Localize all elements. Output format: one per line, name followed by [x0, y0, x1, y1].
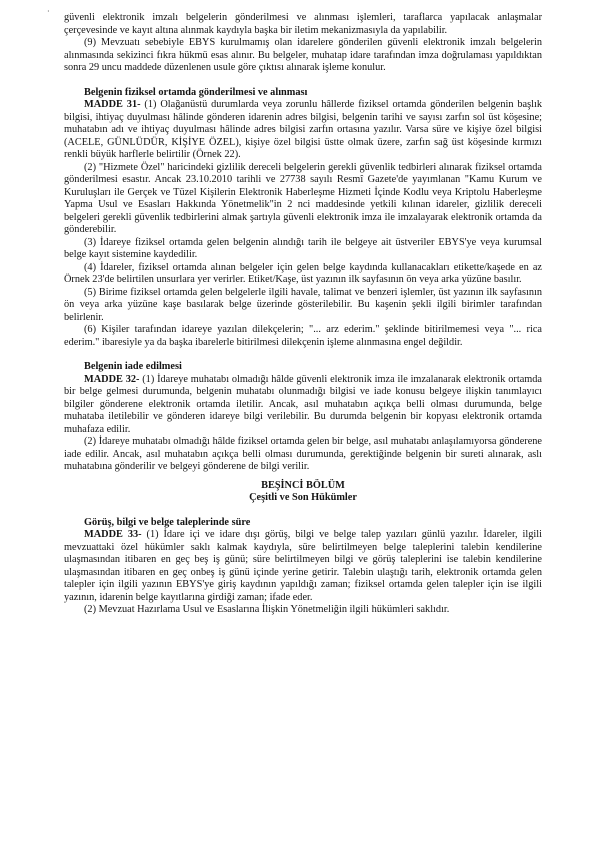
article-33-text-1: (1) İdare içi ve idare dışı görüş, bilgi ve belge talep yazıları günlü yazılır. İdareler, ilgili mevzuattaki özel hükümler saklı kalmak kaydıyla, süre belirtilmeyen belge taleplerini talebin kendilerine ulaşmasından itibaren en geç beş iş günü; süre belirtilmeyen bilgi ve görüş taleplerini ise talebin kendilerine ulaşmasından itibaren en geç onbeş iş günü içinde yerine getirir. Talebin ulaştığı tarih, elektronik ortamda gelen talepler için ilgili yazının EBYS'ye giriş kaydının yapıldığı zaman; fiziksel ortamda gelen talepler için ise ilgili yazının, idarenin belge kayıtlarına girdiği zaman; ifade eder. — [64, 529, 542, 603]
article-32-paragraph-2: (2) İdareye muhatabı olmadığı hâlde fiziksel ortamda gelen bir belge, asıl muhatabı anlaşılamıyorsa gönderene iade edilir. Ancak, asıl muhatabın açıkça belli olması durumunda, gerektiğinde belgenin bir sureti alınarak, aslı muhatabına gönderilir ve belgeyi gönderene de bilgi verilir. — [64, 436, 542, 472]
article-31-label: MADDE 31- — [84, 99, 141, 110]
page-mark: · — [47, 7, 50, 16]
heading-article-33: Görüş, bilgi ve belge taleplerinde süre — [84, 516, 251, 528]
article-32-text-1: (1) İdareye muhatabı olmadığı hâlde güvenli elektronik imza ile imzalanarak elektronik ortamda bir belge gelmesi durumunda, belgenin muhatabı olunmadığı bilgisi ve iade konusu belgeye ilişkin tanımlayıcı bilgiler gönderene elektronik ortamda iletilir. Ancak, asıl muhatabın açıkça belli olması durumunda, belge muhataba iletilebilir ve gönderen idareye bilgi verilebilir. Bu durumda belgenin bir kopyası elektronik ortamda muhafaza edilir. — [64, 373, 542, 435]
heading-article-31: Belgenin fiziksel ortamda gönderilmesi ve alınması — [84, 86, 308, 98]
article-31-paragraph-6: (6) Kişiler tarafından idareye yazılan dilekçelerin; "... arz ederim." şeklinde bitirilmemesi veya "... rica ederim." ibaresiyle ya da başka ibarelerle bitirilmesi dilekçenin işleme alınmasına engel değildir. — [64, 324, 542, 348]
article-31-paragraph-5: (5) Birime fiziksel ortamda gelen belgelerle ilgili havale, talimat ve benzeri işlemler, üst yazının ilk sayfasının ön veya arka yüzüne kaşe basılarak belge üzerinde gösterilebilir. Bu kaşenin şekli ilgili birimler tarafından belirlenir. — [64, 286, 542, 323]
article-31-paragraph-4: (4) İdareler, fiziksel ortamda alınan belgeler için gelen belge kaydında kullanacakları etikette/kaşede en az Örnek 23'de belirtilen unsurlara yer verirler. Etiket/Kaşe, üst yazının ilk sayfasının ön veya arka yüzüne basılır. — [64, 261, 542, 285]
section-subtitle: Çeşitli ve Son Hükümler — [249, 492, 357, 503]
article-31-paragraph-1 — [64, 99, 542, 162]
article-32-label: MADDE 32- — [84, 373, 140, 385]
article-33-label: MADDE 33- — [84, 529, 142, 540]
heading-article-32: Belgenin iade edilmesi — [84, 361, 182, 372]
article-31-paragraph-2: (2) "Hizmete Özel" haricindeki gizlilik dereceli belgelerin gerekli güvenlik tedbirleri alınarak fiziksel ortamda gönderilmesi esastır. Ancak 23.10.2010 tarihli ve 27738 sayılı Resmî Gazete'de yayımlanan "Kamu Kurum ve Kuruluşları ile Gerçek ve Tüzel Kişilerin Elektronik Haberleşme Hizmeti İçinde Kodlu veya Kriptolu Haberleşme Yapma Usul ve Esasları Hakkında Yönetmelik"in 2 nci maddesinde yetkili kılınan idareler, gizlilik dereceli belgeleri gerekli güvenlik tedbirlerini almak şartıyla güvenli elektronik imza ile imzalayarak elektronik ortamda da gönderebilir. — [64, 161, 542, 235]
article-32-paragraph-1 — [64, 374, 542, 437]
article-33-paragraph-2: (2) Mevzuat Hazırlama Usul ve Esaslarına İlişkin Yönetmeliğin ilgili hükümleri saklıdır. — [84, 604, 450, 615]
article-31-paragraph-3: (3) İdareye fiziksel ortamda gelen belgenin alındığı tarih ile belgeye ait üstveriler EBYS'ye veya kurumsal belge kayıt sistemine kaydedilir. — [64, 236, 542, 260]
paragraph-intro: güvenli elektronik imzalı belgelerin gönderilmesi ve alınması işlemleri, taraflarca yapılacak anlaşmalar çerçevesinde ve kayıt altına alınmak kaydıyla başka bir iletim mekanizmasıyla da yapılabilir. — [64, 12, 542, 36]
article-33-paragraph-1 — [64, 529, 542, 604]
document-body — [64, 12, 542, 617]
article-31-text-1: (1) Olağanüstü durumlarda veya zorunlu hâllerde fiziksel ortamda gönderilen belgenin başlık bilgisi, ihtiyaç duyulması hâlinde gönderen idarenin adres bilgisi, belgenin tarihi ve sayısı zarfın sol üst köşesine; muhatabın adı ve ihtiyaç duyulması hâlinde adres bilgisi zarfın ortasına yazılır. Varsa süre ve kişiye özel bilgisi (ACELE, GÜNLÜDÜR, KİŞİYE ÖZEL), kişiye özel bilgisi üstte olmak üzere, zarfın sağ üst köşesinde kırmızı renkli büyük harflerle belirtilir (Örnek 22). — [64, 99, 542, 160]
paragraph-9: (9) Mevzuatı sebebiyle EBYS kurulmamış olan idarelere gönderilen güvenli elektronik imzalı belgelerin alınmasında sekizinci fıkra hükmü esas alınır. Bu belgeler, muhatap idare tarafından imza doğrulaması yapıldıktan sonra 29 uncu maddede düzenlenen usule göre çıktısı alınarak işleme konulur. — [64, 37, 542, 73]
section-title: BEŞİNCİ BÖLÜM — [261, 479, 345, 491]
